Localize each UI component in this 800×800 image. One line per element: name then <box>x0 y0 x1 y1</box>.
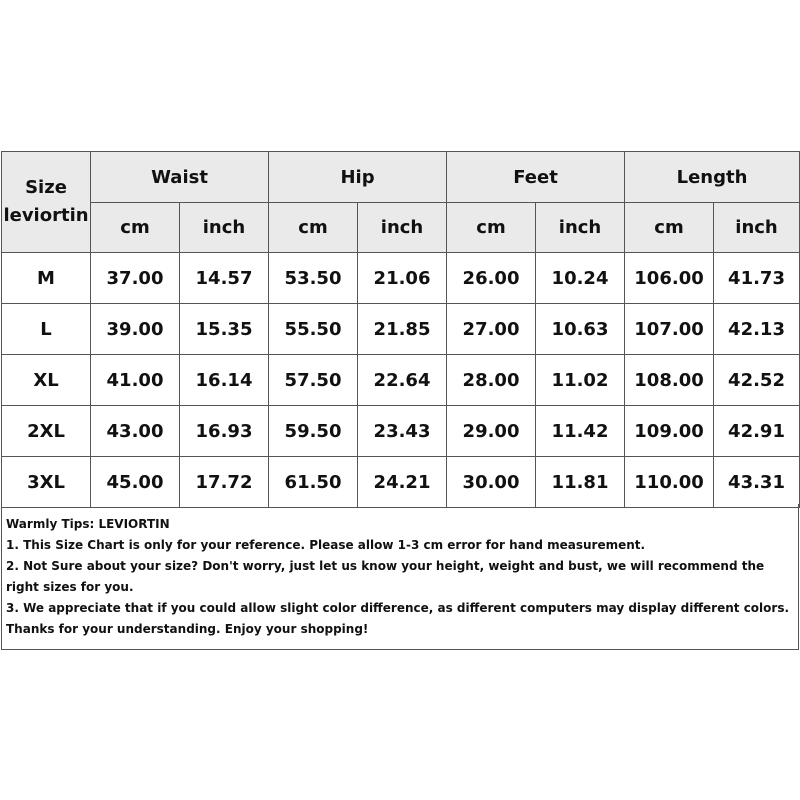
measurement-cell: 29.00 <box>447 406 536 457</box>
measurement-cell: 57.50 <box>269 355 358 406</box>
measurement-cell: 42.13 <box>714 304 800 355</box>
measurement-cell: 108.00 <box>625 355 714 406</box>
waist-header: Waist <box>91 152 269 203</box>
size-label-cell: 2XL <box>2 406 91 457</box>
unit-header: inch <box>358 203 447 253</box>
size-chart-table <box>1 151 800 508</box>
measurement-cell: 21.06 <box>358 253 447 304</box>
size-rows <box>2 253 800 508</box>
size-header <box>2 152 91 253</box>
size-tips <box>1 504 799 650</box>
size-label-cell: L <box>2 304 91 355</box>
measurement-cell: 43.31 <box>714 457 800 508</box>
unit-header: inch <box>180 203 269 253</box>
measurement-cell: 39.00 <box>91 304 180 355</box>
size-header-line: leviortin <box>3 205 89 226</box>
measurement-cell: 11.42 <box>536 406 625 457</box>
measurement-cell: 16.14 <box>180 355 269 406</box>
tip-line: 2. Not Sure about your size? Don't worry, just let us know your height, weight and bust, we will recommend the right sizes for you. <box>6 559 765 594</box>
hip-header: Hip <box>269 152 447 203</box>
measurement-cell: 37.00 <box>91 253 180 304</box>
measurement-cell: 10.24 <box>536 253 625 304</box>
measurement-cell: 10.63 <box>536 304 625 355</box>
measurement-cell: 61.50 <box>269 457 358 508</box>
measurement-cell: 42.91 <box>714 406 800 457</box>
size-label-cell: M <box>2 253 91 304</box>
measurement-cell: 26.00 <box>447 253 536 304</box>
measurement-cell: 30.00 <box>447 457 536 508</box>
unit-header: cm <box>625 203 714 253</box>
header-group-row <box>2 152 800 203</box>
measurement-cell: 16.93 <box>180 406 269 457</box>
measurement-cell: 45.00 <box>91 457 180 508</box>
measurement-cell: 27.00 <box>447 304 536 355</box>
header-unit-row <box>2 203 800 253</box>
length-header: Length <box>625 152 800 203</box>
size-row <box>2 355 800 406</box>
measurement-cell: 107.00 <box>625 304 714 355</box>
size-header-line: Size <box>25 177 67 198</box>
unit-header: inch <box>714 203 800 253</box>
size-row <box>2 253 800 304</box>
measurement-cell: 24.21 <box>358 457 447 508</box>
tip-line: 3. We appreciate that if you could allow slight color difference, as different computers may display different colors. <box>6 601 790 615</box>
tips-title: Warmly Tips: LEVIORTIN <box>6 517 170 531</box>
measurement-cell: 23.43 <box>358 406 447 457</box>
measurement-cell: 11.02 <box>536 355 625 406</box>
size-label-cell: XL <box>2 355 91 406</box>
tips-closing: Thanks for your understanding. Enjoy your shopping! <box>6 622 369 636</box>
measurement-cell: 106.00 <box>625 253 714 304</box>
measurement-cell: 22.64 <box>358 355 447 406</box>
unit-header: cm <box>91 203 180 253</box>
tip-line: 1. This Size Chart is only for your reference. Please allow 1-3 cm error for hand measurement. <box>6 538 646 552</box>
size-row <box>2 406 800 457</box>
measurement-cell: 53.50 <box>269 253 358 304</box>
size-row <box>2 304 800 355</box>
measurement-cell: 42.52 <box>714 355 800 406</box>
measurement-cell: 11.81 <box>536 457 625 508</box>
measurement-cell: 21.85 <box>358 304 447 355</box>
measurement-cell: 14.57 <box>180 253 269 304</box>
measurement-cell: 15.35 <box>180 304 269 355</box>
measurement-cell: 43.00 <box>91 406 180 457</box>
measurement-cell: 28.00 <box>447 355 536 406</box>
measurement-cell: 109.00 <box>625 406 714 457</box>
measurement-cell: 17.72 <box>180 457 269 508</box>
measurement-cell: 110.00 <box>625 457 714 508</box>
size-row <box>2 457 800 508</box>
size-label-cell: 3XL <box>2 457 91 508</box>
measurement-cell: 59.50 <box>269 406 358 457</box>
measurement-cell: 41.00 <box>91 355 180 406</box>
unit-header: cm <box>447 203 536 253</box>
measurement-cell: 41.73 <box>714 253 800 304</box>
measurement-cell: 55.50 <box>269 304 358 355</box>
unit-header: inch <box>536 203 625 253</box>
unit-header: cm <box>269 203 358 253</box>
feet-header: Feet <box>447 152 625 203</box>
